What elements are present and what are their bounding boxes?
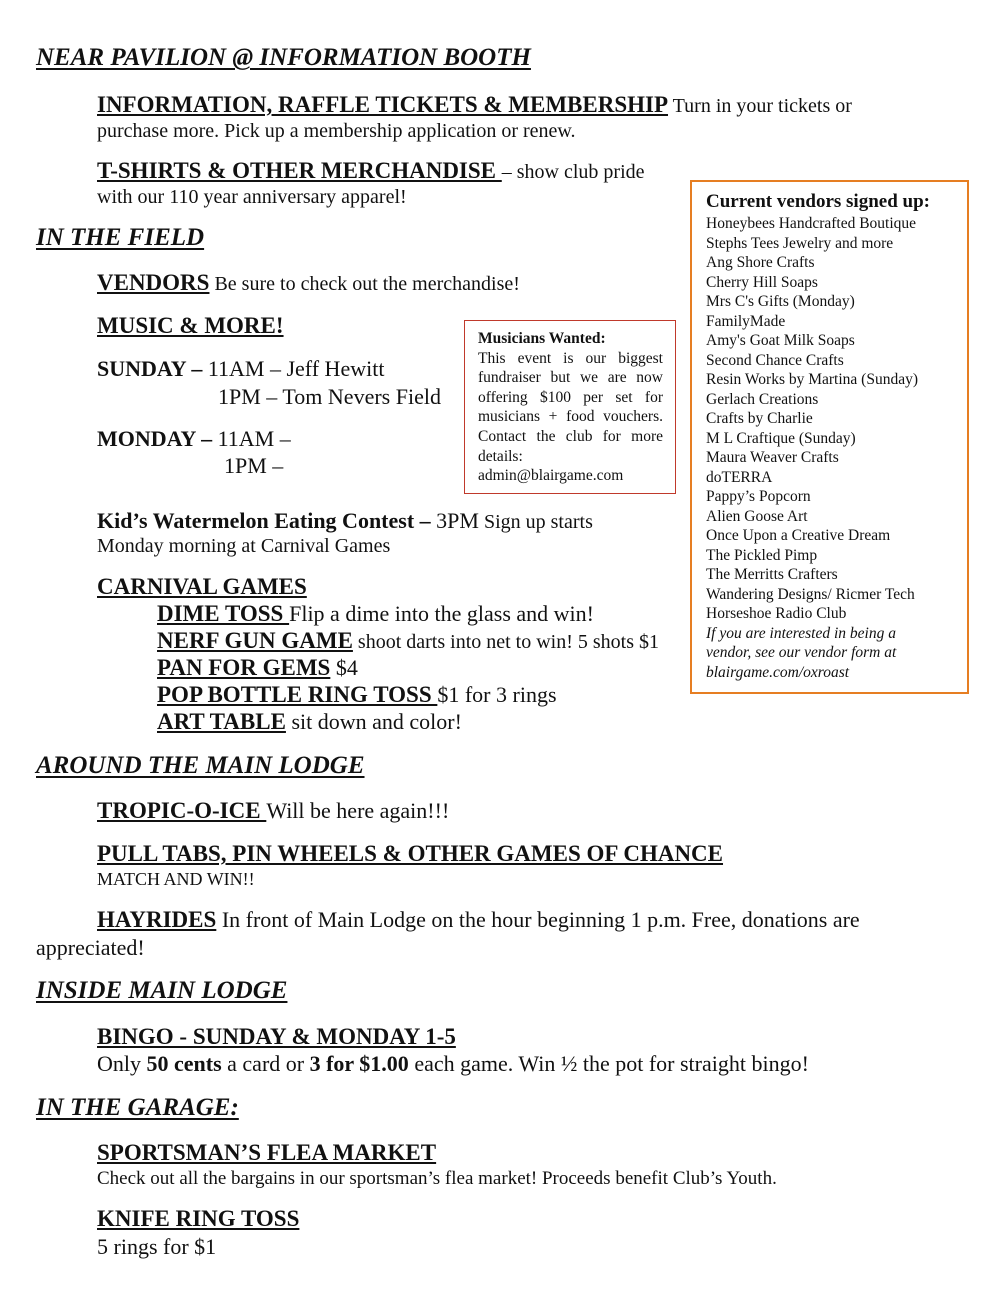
game-name: DIME TOSS (157, 601, 290, 626)
vendors-box-title: Current vendors signed up: (706, 191, 930, 212)
hayrides-text-1: In front of Main Lodge on the hour beginning 1 p.m. Free, donations are (216, 907, 860, 932)
section-heading-garage: IN THE GARAGE: (36, 1094, 239, 1121)
tropic-text: Will be here again!!! (266, 798, 450, 823)
pulltabs-text: MATCH AND WIN!! (97, 869, 255, 889)
vendor-note-3: blairgame.com/oxroast (706, 663, 850, 681)
sunday-slot-1: 11AM – Jeff Hewitt (207, 356, 385, 381)
monday-line-1 (97, 426, 291, 452)
vendor-item: The Merritts Crafters (706, 566, 838, 583)
bingo-t2: a card or (221, 1051, 310, 1076)
hayrides-line-1 (97, 907, 860, 933)
game-desc: Flip a dime into the glass and win! (289, 601, 594, 626)
info-heading: INFORMATION, RAFFLE TICKETS & MEMBERSHIP (97, 92, 669, 117)
vendor-item: Second Chance Crafts (706, 351, 844, 369)
vendor-item: Gerlach Creations (706, 390, 819, 408)
vendors-heading: VENDORS (97, 270, 210, 295)
music-heading: MUSIC & MORE! (97, 313, 284, 338)
vendor-item: Once Upon a Creative Dream (706, 527, 891, 544)
hayrides-text-2: appreciated! (36, 935, 145, 960)
monday-slot-1: 11AM – (217, 426, 291, 451)
info-text-2: purchase more. Pick up a membership application or renew. (97, 120, 576, 142)
hayrides-heading: HAYRIDES (97, 907, 217, 932)
knife-heading: KNIFE RING TOSS (97, 1206, 300, 1231)
flea-heading: SPORTSMAN’S FLEA MARKET (97, 1140, 437, 1165)
vendor-item: Maura Weaver Crafts (706, 449, 839, 466)
knife-text: 5 rings for $1 (97, 1234, 217, 1259)
bingo-text (97, 1051, 809, 1077)
monday-label: MONDAY – (97, 426, 213, 451)
vendor-item: Horseshoe Radio Club (706, 605, 847, 622)
watermelon-time: 3PM (430, 508, 479, 533)
musicians-wanted-box (464, 320, 676, 494)
vendor-item: Resin Works by Martina (Sunday) (706, 371, 918, 388)
game-name: ART TABLE (157, 709, 286, 734)
section-heading-lodge-inside: INSIDE MAIN LODGE (36, 977, 288, 1004)
tshirts-heading: T-SHIRTS & OTHER MERCHANDISE (97, 158, 502, 183)
game-name: NERF GUN GAME (157, 628, 353, 653)
tshirts-line-1 (97, 158, 645, 184)
bingo-t1: Only (97, 1051, 147, 1076)
vendors-text: Be sure to check out the merchandise! (209, 273, 520, 295)
section-heading-field: IN THE FIELD (36, 224, 205, 251)
bingo-b1: 50 cents (146, 1051, 222, 1076)
watermelon-text-2: Monday morning at Carnival Games (97, 535, 391, 557)
vendor-item: Stephs Tees Jewelry and more (706, 234, 894, 252)
game-desc: shoot darts into net to win! 5 shots $1 (352, 631, 660, 653)
carnival-game-nerf-gun (157, 628, 659, 654)
vendor-item: Cherry Hill Soaps (706, 273, 818, 291)
carnival-game-dime-toss (157, 601, 594, 627)
vendor-item: Crafts by Charlie (706, 410, 813, 427)
monday-slot-2: 1PM – (224, 453, 284, 478)
sunday-slot-2: 1PM – Tom Nevers Field (218, 384, 441, 409)
section-heading-pavilion: NEAR PAVILION @ INFORMATION BOOTH (36, 44, 531, 71)
game-desc: $1 for 3 rings (437, 682, 557, 707)
vendor-item: Honeybees Handcrafted Boutique (706, 215, 917, 232)
carnival-game-art-table (157, 709, 462, 735)
flea-text: Check out all the bargains in our sportsman’s flea market! Proceeds benefit Club’s Youth. (97, 1168, 777, 1189)
game-name: PAN FOR GEMS (157, 655, 331, 680)
carnival-game-pop-bottle (157, 682, 557, 708)
vendor-note-1: If you are interested in being a (706, 624, 896, 642)
vendor-item: Alien Goose Art (706, 507, 808, 525)
vendor-item: Wandering Designs/ Ricmer Tech (706, 585, 915, 603)
musicians-wanted-title: Musicians Wanted: (478, 330, 606, 347)
tropic-heading: TROPIC-O-ICE (97, 798, 267, 823)
vendor-item: Pappy’s Popcorn (706, 488, 811, 505)
game-desc: sit down and color! (285, 709, 462, 734)
vendors-signed-up-box (690, 180, 969, 694)
pulltabs-heading: PULL TABS, PIN WHEELS & OTHER GAMES OF CHANCE (97, 841, 724, 866)
watermelon-line-1 (97, 508, 593, 534)
vendor-note-2: vendor, see our vendor form at (706, 644, 897, 661)
bingo-t3: each game. Win ½ the pot for straight bingo! (408, 1051, 809, 1076)
sunday-label: SUNDAY – (97, 356, 203, 381)
bingo-b2: 3 for $1.00 (309, 1051, 409, 1076)
vendor-item: Amy's Goat Milk Soaps (706, 332, 855, 349)
info-text-1: Turn in your tickets or (668, 95, 852, 117)
section-heading-lodge-around: AROUND THE MAIN LODGE (36, 752, 365, 779)
vendor-item: The Pickled Pimp (706, 546, 818, 564)
vendors-line (97, 270, 520, 296)
bingo-heading: BINGO - SUNDAY & MONDAY 1-5 (97, 1024, 456, 1049)
vendor-item: FamilyMade (706, 312, 786, 330)
vendor-item: M L Craftique (Sunday) (706, 429, 856, 447)
watermelon-text-1: Sign up starts (478, 511, 593, 533)
musicians-wanted-body: This event is our biggest fundraiser but we are now offering $100 per set for musicians + food vouchers. Contact the club for more details: admin@blairgame.com (478, 349, 663, 485)
vendor-item: Mrs C's Gifts (Monday) (706, 293, 855, 310)
tshirts-text-1: – show club pride (501, 161, 645, 183)
carnival-game-pan-for-gems (157, 655, 358, 681)
game-desc: $4 (330, 655, 358, 680)
vendor-item: Ang Shore Crafts (706, 254, 815, 271)
watermelon-heading: Kid’s Watermelon Eating Contest – (97, 508, 431, 533)
info-line-1 (97, 92, 852, 118)
carnival-heading: CARNIVAL GAMES (97, 574, 307, 599)
sunday-line-1 (97, 356, 384, 382)
tshirts-text-2: with our 110 year anniversary apparel! (97, 186, 407, 208)
game-name: POP BOTTLE RING TOSS (157, 682, 438, 707)
tropic-line (97, 798, 449, 824)
vendor-item: doTERRA (706, 468, 773, 486)
